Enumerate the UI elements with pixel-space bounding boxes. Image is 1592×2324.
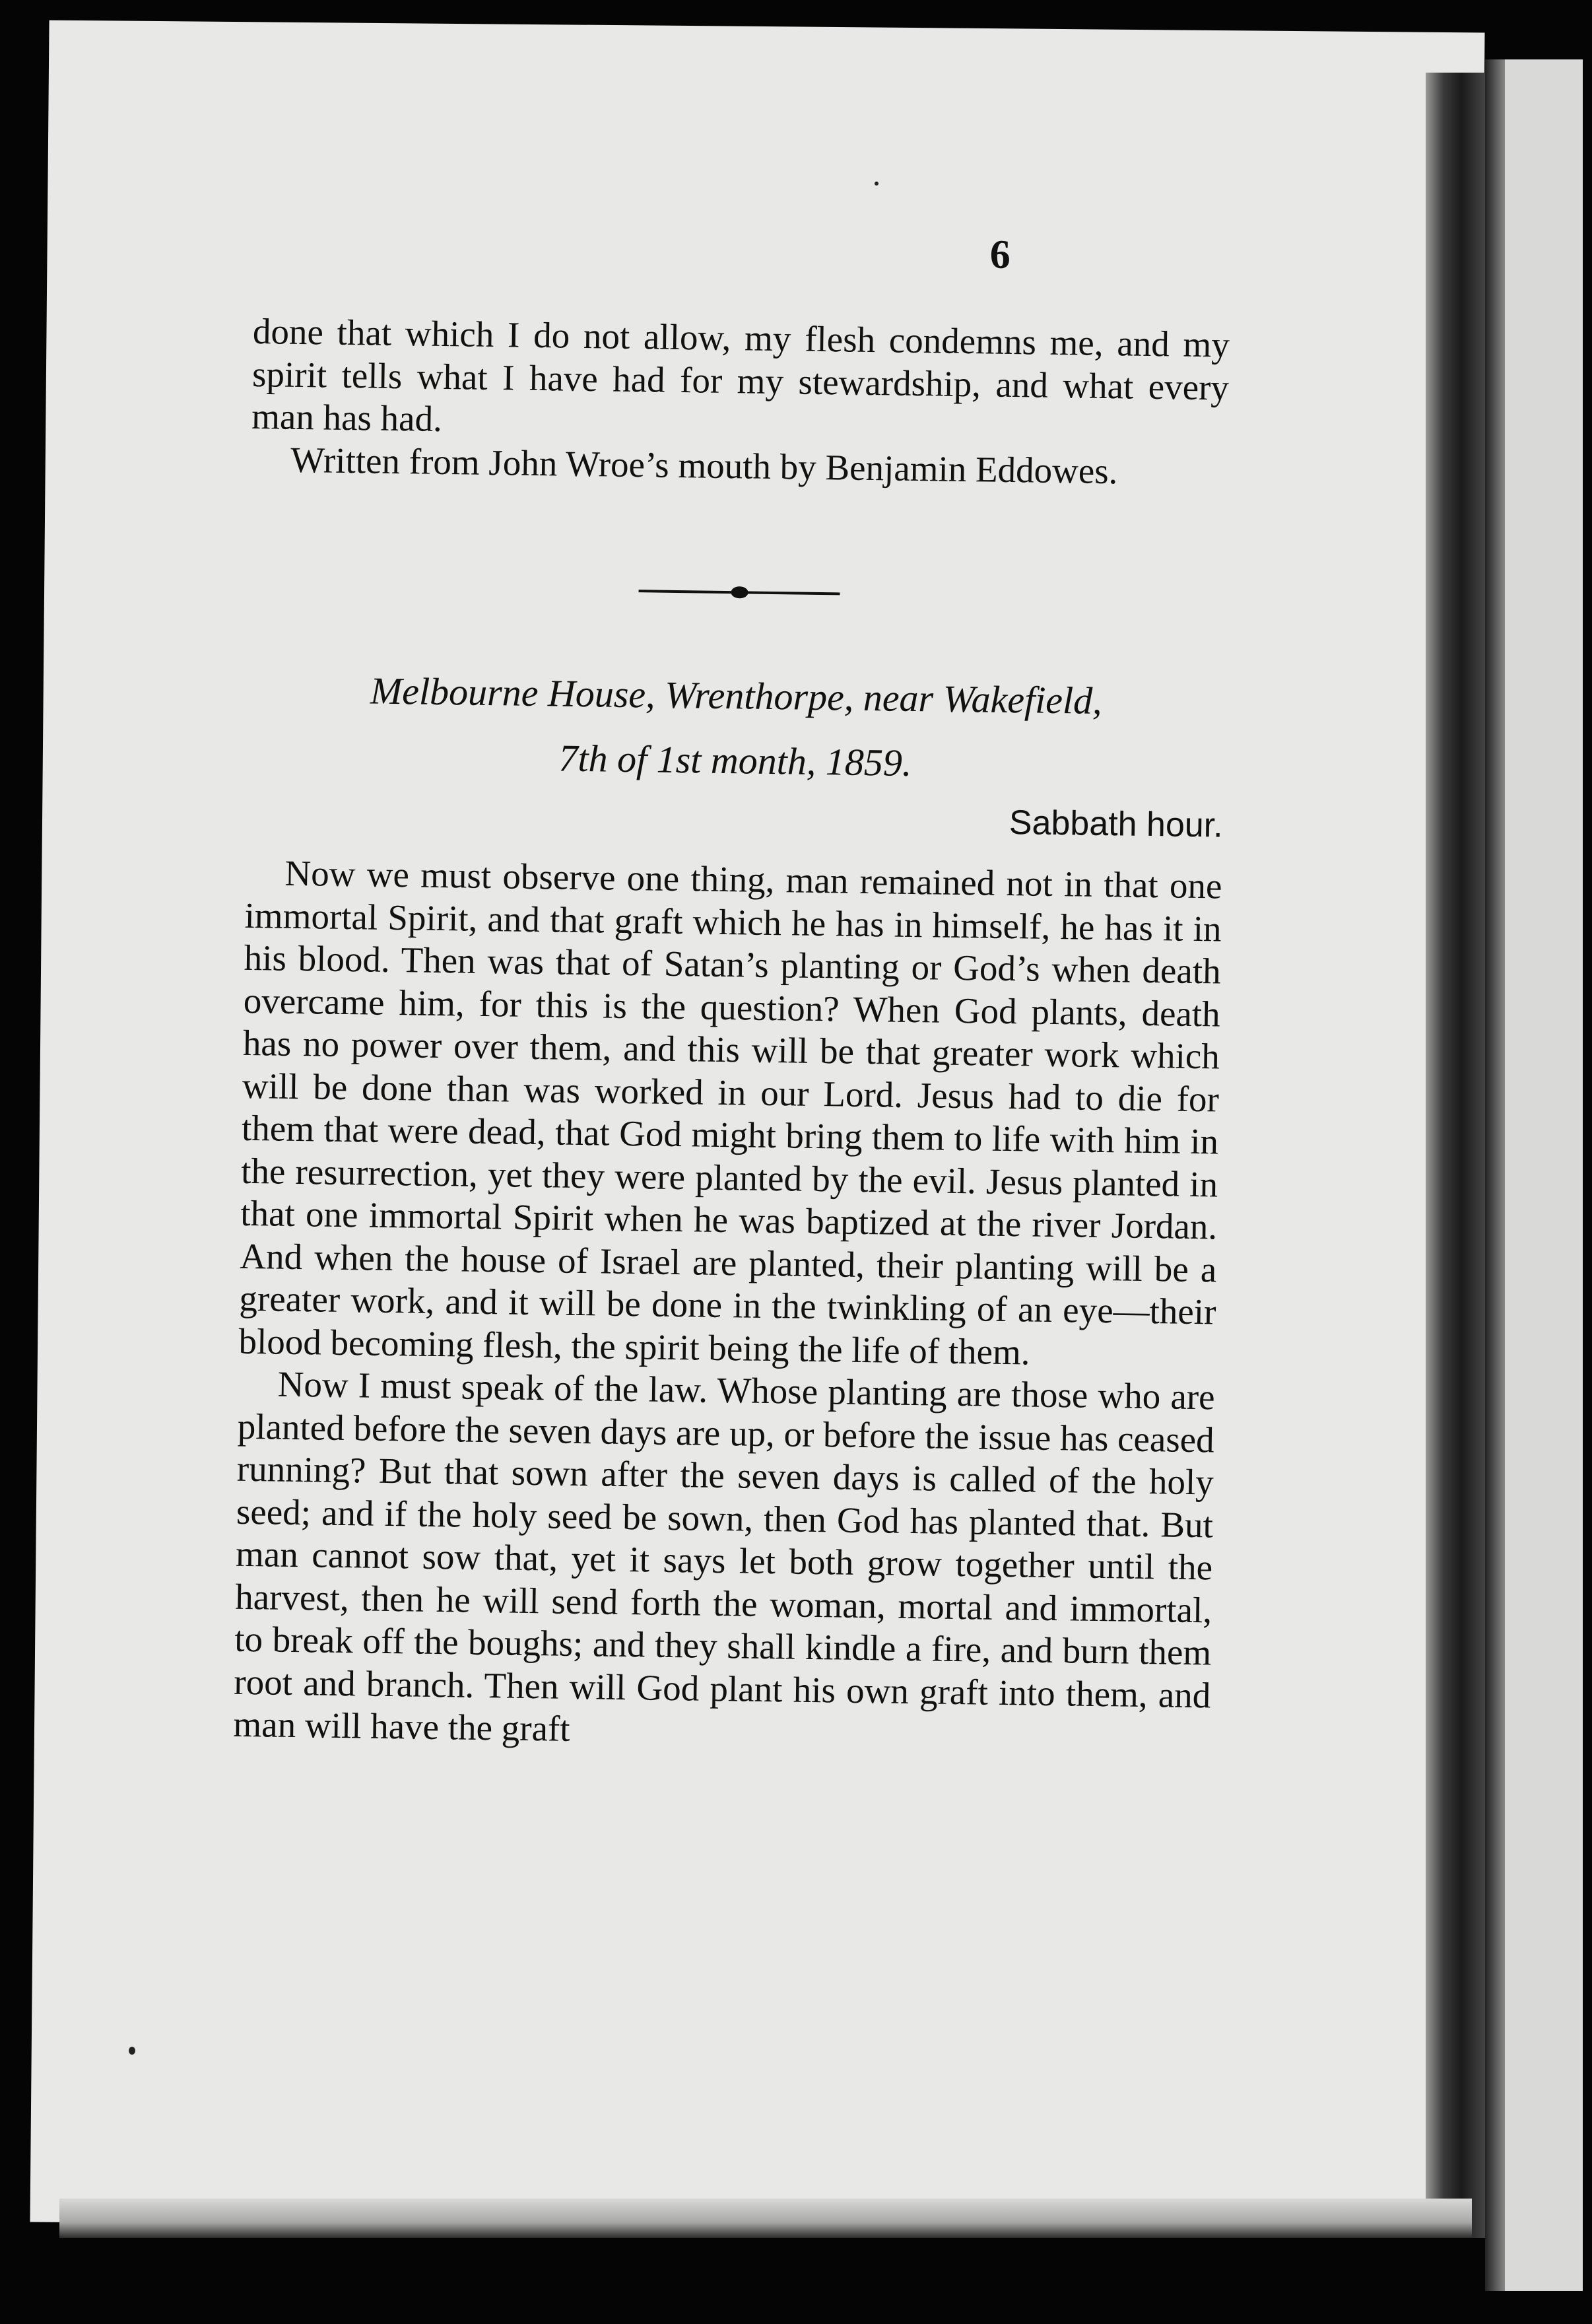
paragraph: Now we must observe one thing, man remained not in that one immortal Spirit, and that graft which he has in himself, he has it in his blood. Then was that of Satan’s planting or God’s when death overcame him, for this is the question? When God plants, death has no power over them, and this will be that greater work which will be done than was worked in our Lord. Jesus had to die for them that were dead, that God might bring them to life with him in the resurrection, yet they were planted by the evil. Jesus planted in that one immortal Spirit when he was baptized at the river Jordan. And when the house of Israel are planted, their planting will be a greater work, and it will be done in the twinkling of an eye—their blood becoming flesh, the spirit being the life of them.: [238, 852, 1222, 1373]
opening-section: [251, 310, 1230, 495]
page-gutter-shadow: [1485, 59, 1505, 2291]
attribution: Written from John Wroe’s mouth by Benjamin Eddowes.: [290, 439, 1118, 491]
paragraph: Now I must speak of the law. Whose planting are those who are planted before the seven days are up, or before the issue has ceased running? But that sown after the seven days is called of the holy seed; and if the holy seed be sown, then God has planted that. But man cannot sow that, yet it says let both grow together until the harvest, then he will send forth the woman, mortal and immortal, to break off the boughs; and they shall kindle a fire, and burn them root and branch. Then will God plant his own graft into them, and man will have the graft: [233, 1363, 1216, 1749]
page-number: 6: [989, 232, 1011, 277]
time-note: Sabbath hour.: [1009, 803, 1224, 845]
letter-heading-date: 7th of 1st month, 1859.: [558, 736, 912, 784]
page-bottom-edge: [59, 2199, 1472, 2238]
letter-heading-place: Melbourne House, Wrenthorpe, near Wakefield,: [370, 669, 1103, 722]
page-text: [233, 0, 1234, 1749]
ink-speck: [875, 182, 879, 186]
body-text: [233, 852, 1222, 1760]
ink-speck: [129, 2047, 135, 2055]
opening-paragraph: done that which I do not allow, my flesh condemns me, and my spirit tells what I have had for my stewardship, and what every man has had.: [251, 310, 1230, 439]
page-right-edge-shadow: [1426, 73, 1485, 2238]
